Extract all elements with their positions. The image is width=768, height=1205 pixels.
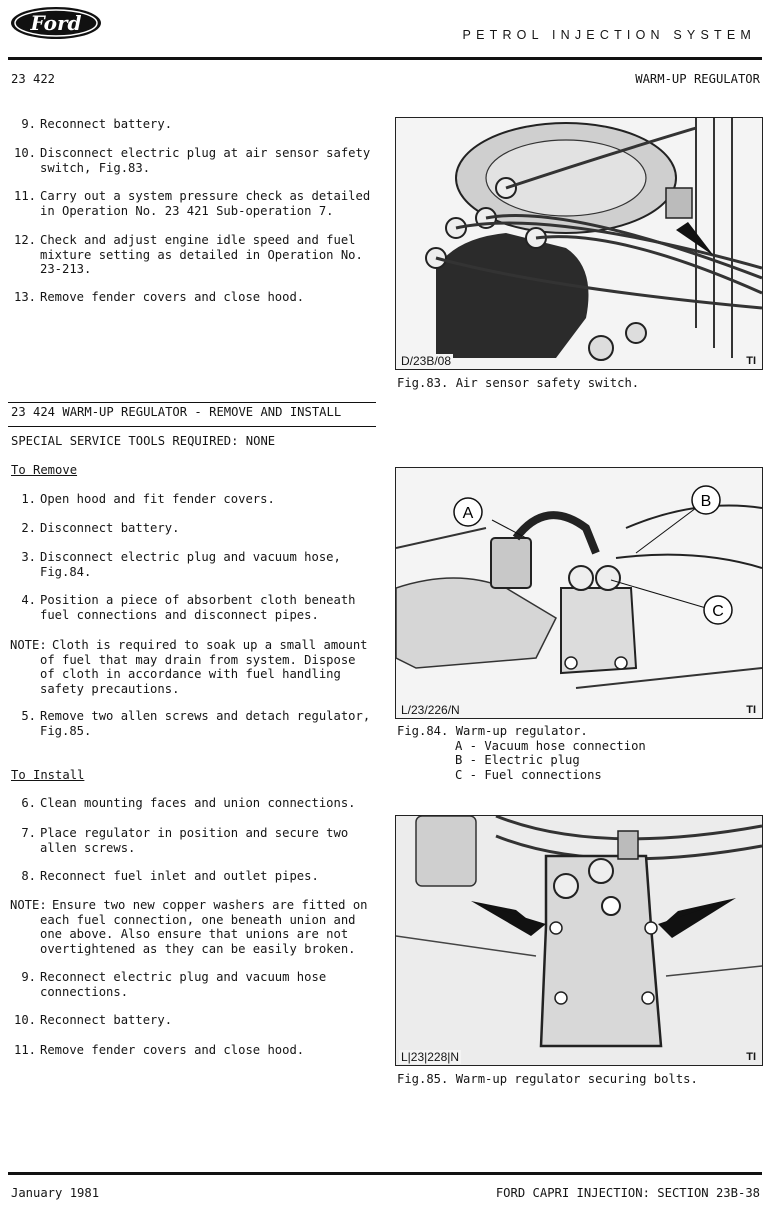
list-item: 2. Disconnect battery.: [21, 521, 180, 535]
list-item: 9. Reconnect battery.: [21, 117, 173, 131]
figure-83-image: [395, 117, 763, 370]
callout-b: B: [700, 493, 712, 510]
page-code: 23 422: [11, 72, 56, 86]
legend-item: B - Electric plug: [455, 753, 580, 767]
legend-item: C - Fuel connections: [455, 767, 602, 782]
figure-reference: D/23B/08: [401, 353, 452, 368]
list-item: 9. Reconnect electric plug and vacuum hose connections.: [21, 970, 327, 999]
section-name: WARM-UP REGULATOR: [635, 72, 760, 86]
header-rule: [8, 57, 762, 60]
note: NOTE: Cloth is required to soak up a small amount of fuel that may drain from system. Dispose of cloth in accordance with fuel handling safety precautions.: [10, 638, 368, 696]
figure-reference: L|23|228|N: [401, 1049, 460, 1064]
list-item: 4. Position a piece of absorbent cloth beneath fuel connections and disconnect pipes.: [21, 593, 356, 622]
list-item: 1. Open hood and fit fender covers.: [21, 492, 275, 506]
ford-logo: [10, 6, 102, 40]
figure-mark: TI: [746, 354, 756, 367]
list-item: 6. Clean mounting faces and union connections.: [21, 796, 356, 810]
note: NOTE: Ensure two new copper washers are fitted on each fuel connection, one beneath union and one above. Also ensure that unions are not overtightened as they can be easily broken.: [10, 898, 368, 956]
callout-c: C: [712, 603, 724, 620]
note-label: NOTE:: [10, 898, 47, 912]
figure-caption: Fig.84. Warm-up regulator. A - Vacuum hose connection B - Electric plug C - Fuel connections: [397, 724, 646, 782]
footer-date: January 1981: [11, 1186, 100, 1200]
footer-rule: [8, 1172, 762, 1175]
list-item: 11. Carry out a system pressure check as detailed in Operation No. 23 421 Sub-operation 7.: [13, 189, 371, 218]
remove-heading: To Remove: [11, 463, 78, 477]
tools-required: SPECIAL SERVICE TOOLS REQUIRED: NONE: [11, 434, 276, 448]
document-title: PETROL INJECTION SYSTEM: [462, 28, 756, 42]
list-item: 7. Place regulator in position and secure two allen screws.: [21, 826, 349, 855]
list-item: 8. Reconnect fuel inlet and outlet pipes.: [21, 869, 319, 883]
footer-section: FORD CAPRI INJECTION: SECTION 23B-38: [495, 1186, 760, 1200]
legend-item: A - Vacuum hose connection: [455, 738, 646, 753]
list-item: 11. Remove fender covers and close hood.: [13, 1043, 305, 1057]
figure-reference: L/23/226/N: [401, 702, 460, 717]
callout-a: A: [462, 505, 474, 522]
figure-84-image: [395, 467, 763, 719]
figure-caption: Fig.83. Air sensor safety switch.: [397, 376, 640, 390]
figure-85-image: [395, 815, 763, 1066]
divider: [8, 402, 376, 403]
install-heading: To Install: [11, 768, 85, 782]
operation-title: 23 424 WARM-UP REGULATOR - REMOVE AND INSTALL: [11, 405, 342, 419]
note-label: NOTE:: [10, 638, 47, 652]
svg-text:Ford: Ford: [30, 11, 82, 35]
list-item: 10. Reconnect battery.: [13, 1013, 173, 1027]
list-item: 3. Disconnect electric plug and vacuum hose, Fig.84.: [21, 550, 341, 579]
figure-mark: TI: [746, 1050, 756, 1063]
figure-caption: Fig.85. Warm-up regulator securing bolts.: [397, 1072, 698, 1086]
divider: [8, 426, 376, 427]
list-item: 5. Remove two allen screws and detach regulator, Fig.85.: [21, 709, 371, 738]
figure-mark: TI: [746, 703, 756, 716]
list-item: 13. Remove fender covers and close hood.: [13, 290, 305, 304]
list-item: 12. Check and adjust engine idle speed and fuel mixture setting as detailed in Operation No. 23-213.: [13, 233, 363, 276]
list-item: 10. Disconnect electric plug at air sensor safety switch, Fig.83.: [13, 146, 371, 175]
